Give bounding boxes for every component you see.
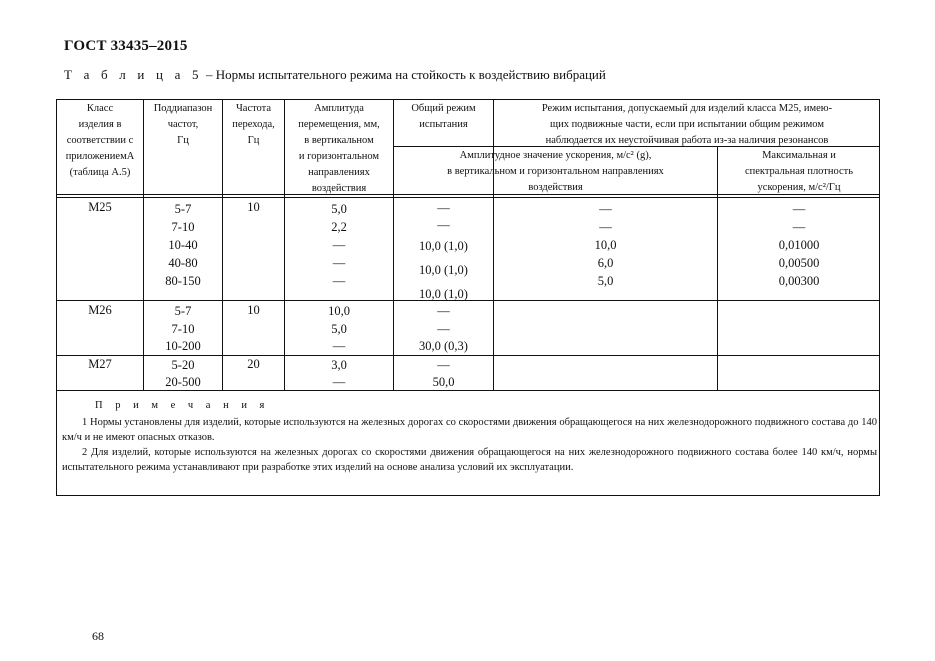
general-value: —: [437, 321, 450, 336]
row-transition: 20: [247, 357, 260, 371]
general-value: 10,0 (1,0): [419, 239, 468, 253]
accel-value: —: [599, 202, 612, 216]
accel-value: 6,0: [597, 256, 614, 270]
amplitude-value: 2,2: [331, 220, 347, 234]
range-value: 5-7: [174, 304, 192, 318]
general-value: —: [437, 201, 450, 215]
header-class-line: соответствии с: [66, 135, 134, 146]
amplitude-value: —: [332, 274, 346, 288]
row-ranges: [144, 303, 222, 356]
notes-title: П р и м е ч а н и я: [95, 400, 270, 411]
table-caption-text: – Нормы испытательного режима на стойкость к воздействию вибраций: [202, 67, 606, 82]
amplitude-value: —: [332, 374, 346, 389]
header-accel-line: воздействия: [528, 182, 583, 193]
general-value: 50,0: [432, 374, 455, 389]
range-value: 5-20: [171, 358, 195, 372]
header-acceleration: [394, 148, 717, 196]
range-value: 7-10: [171, 220, 195, 234]
range-value: 80-150: [165, 274, 201, 288]
row-amplitude: [285, 303, 393, 356]
range-value: 10-200: [165, 339, 201, 353]
header-range-line: Поддиапазон: [153, 103, 213, 114]
row-ranges: [144, 200, 222, 290]
header-transition-line: Гц: [247, 135, 260, 146]
header-amplitude-line: и горизонтальном: [298, 151, 380, 162]
row-class: М27: [88, 357, 112, 371]
general-value: 10,0 (1,0): [419, 287, 468, 301]
row-amplitude: [285, 357, 393, 390]
spectral-value: —: [792, 202, 806, 216]
header-spectral-line: ускорения, м/с²/Гц: [757, 182, 841, 193]
amplitude-value: —: [332, 238, 346, 252]
header-amplitude-line: воздействия: [311, 183, 367, 194]
note-item: 1 Нормы установлены для изделий, которые используются на железных дорогах со скоростями движения обращающегося на них железнодорожного подвижного состава до 140 км/ч и не имеют опасных отказов.: [62, 417, 877, 443]
header-transition-line: перехода,: [232, 119, 275, 130]
range-value: 20-500: [165, 374, 201, 389]
row-general: [394, 357, 493, 390]
amplitude-value: 3,0: [331, 358, 347, 372]
header-amplitude-line: в вертикальном: [304, 135, 374, 146]
spectral-value: 0,00300: [778, 274, 820, 288]
header-general: [394, 101, 493, 133]
general-value: —: [437, 218, 450, 232]
header-spectral: [718, 148, 880, 196]
accel-value: 5,0: [597, 274, 614, 288]
row-acceleration: [494, 200, 717, 290]
header-accel-line: в вертикальном и горизонтальном направлениях: [447, 166, 664, 177]
header-class-line: (таблица А.5): [69, 167, 131, 178]
page-number: 68: [92, 629, 104, 643]
row-general: [394, 303, 493, 356]
header-spectral-line: Максимальная и: [762, 150, 836, 161]
header-special-line: наблюдается их неустойчивая работа из-за наличия резонансов: [545, 135, 829, 146]
amplitude-value: —: [332, 256, 346, 270]
header-spectral-line: спектральная плотность: [744, 166, 854, 177]
header-amplitude: [285, 101, 393, 197]
header-class-line: изделия в: [78, 119, 122, 130]
range-value: 7-10: [171, 321, 195, 336]
row-spectral: [718, 200, 880, 290]
amplitude-value: 5,0: [331, 321, 347, 336]
row-general: [394, 200, 493, 306]
general-value: —: [437, 304, 450, 318]
header-amplitude-line: перемещения, мм,: [298, 119, 380, 130]
header-amplitude-line: направлениях: [308, 167, 370, 178]
range-value: 10-40: [168, 238, 198, 252]
row-class: М26: [88, 303, 112, 317]
header-class: [57, 101, 143, 181]
row-amplitude: [285, 200, 393, 290]
header-special: [494, 101, 880, 149]
header-amplitude-line: Амплитуда: [314, 103, 364, 114]
header-class-line: приложениемА: [65, 151, 135, 162]
accel-value: —: [599, 220, 612, 234]
general-value: —: [437, 358, 450, 372]
header-accel-line: Амплитудное значение ускорения, м/с² (g),: [459, 150, 652, 161]
accel-value: 10,0: [594, 238, 617, 252]
row-ranges: [144, 357, 222, 390]
header-range-line: частот,: [167, 119, 199, 130]
header-special-line: Режим испытания, допускаемый для изделий класса М25, имею-: [541, 103, 833, 114]
amplitude-value: 10,0: [328, 304, 350, 318]
header-class-line: Класс: [86, 103, 114, 114]
document-code: ГОСТ 33435–2015: [64, 38, 188, 54]
row-transition: 10: [247, 200, 260, 214]
header-transition-line: Частота: [235, 103, 272, 114]
range-value: 40-80: [168, 256, 198, 270]
header-special-line: щих подвижные части, если при испытании общим режимом: [549, 119, 825, 130]
header-range: [144, 101, 222, 149]
spectral-value: 0,01000: [778, 238, 820, 252]
general-value: 10,0 (1,0): [419, 263, 468, 277]
header-range-line: Гц: [177, 135, 189, 146]
note-item: 2 Для изделий, которые используются на железных дорогах со скоростями движения обращающегося на них железнодорожного подвижного состава более 140 км/ч, нормы испытательного режима устанавливают при разработке этих изделий на основе анализа условий их эксплуатации.: [62, 447, 877, 473]
header-general-line: испытания: [419, 119, 468, 130]
table-caption: [64, 67, 606, 83]
row-transition: 10: [247, 303, 260, 317]
header-transition: [223, 101, 284, 149]
table-caption-label: Т а б л и ц а 5: [64, 67, 203, 82]
general-value: 30,0 (0,3): [419, 339, 468, 353]
range-value: 5-7: [174, 202, 192, 216]
row-class: М25: [88, 200, 112, 214]
header-general-line: Общий режим: [411, 103, 476, 114]
spectral-value: 0,00500: [778, 256, 820, 270]
spectral-value: —: [792, 220, 806, 234]
amplitude-value: —: [332, 339, 346, 353]
amplitude-value: 5,0: [331, 202, 347, 216]
